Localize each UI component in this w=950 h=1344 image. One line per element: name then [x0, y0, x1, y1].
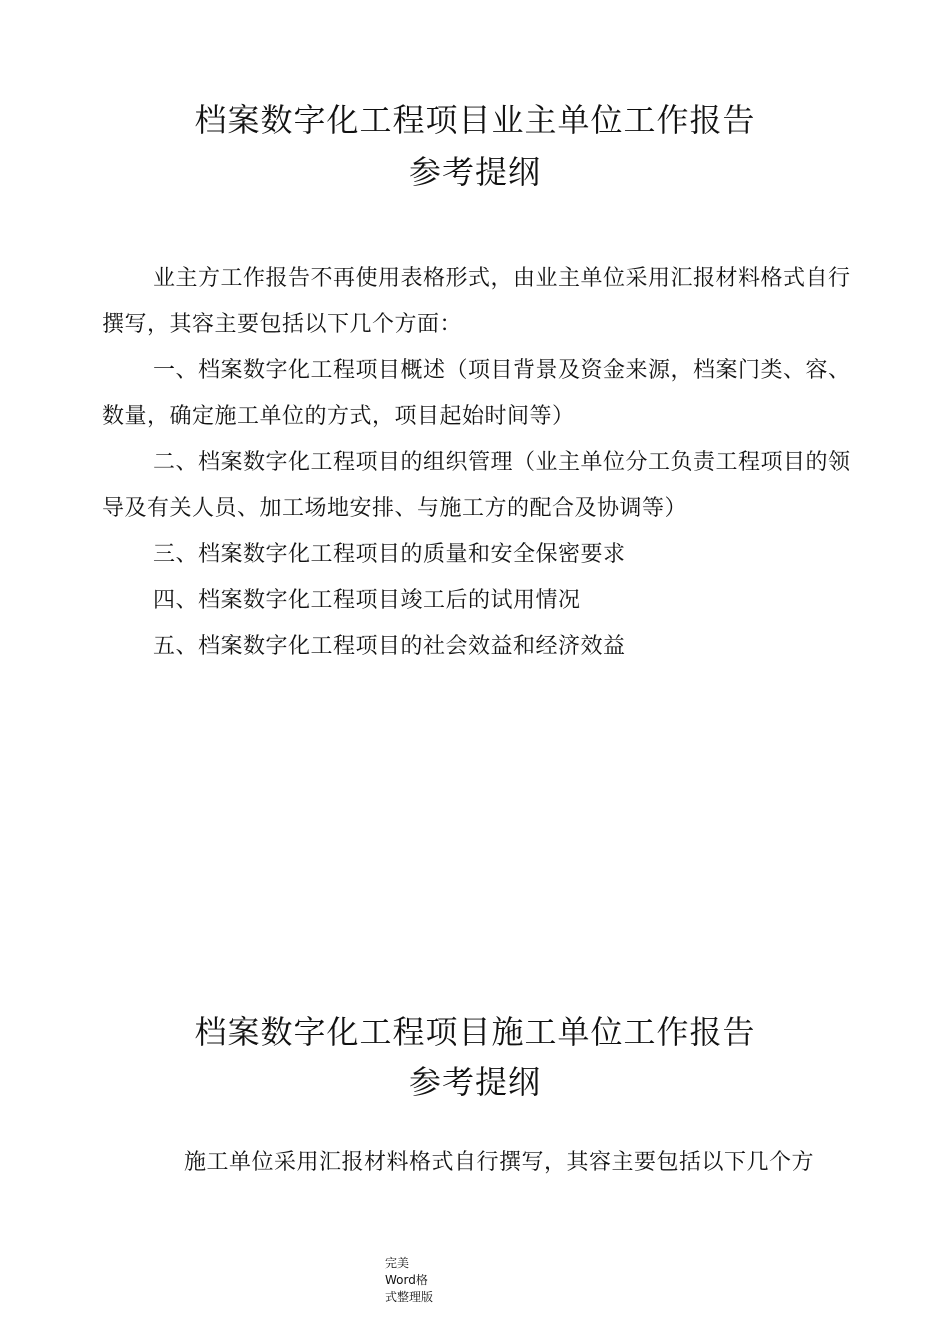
section2-title-line1: 档案数字化工程项目施工单位工作报告 [194, 1013, 756, 1051]
section1-intro: 业主方工作报告不再使用表格形式，由业主单位采用汇报材料格式自行撰写，其容主要包括以下几个方面： [102, 266, 851, 337]
section1-item1: 一、档案数字化工程项目概述（项目背景及资金来源，档案门类、容、数量，确定施工单位的方式，项目起始时间等） [102, 358, 851, 429]
section1-title-line1: 档案数字化工程项目业主单位工作报告 [194, 101, 756, 139]
section1-item2: 二、档案数字化工程项目的组织管理（业主单位分工负责工程项目的领导及有关人员、加工场地安排、与施工方的配合及协调等） [102, 450, 851, 521]
footer-note: 完美Word格式整理版 [385, 1256, 434, 1304]
section2-intro: 施工单位采用汇报材料格式自行撰写，其容主要包括以下几个方 [184, 1150, 815, 1175]
section1-item3: 三、档案数字化工程项目的质量和安全保密要求 [153, 542, 626, 567]
section1-title-line2: 参考提纲 [408, 153, 541, 191]
section1-item4: 四、档案数字化工程项目竣工后的试用情况 [153, 588, 581, 613]
section1-item5: 五、档案数字化工程项目的社会效益和经济效益 [153, 634, 626, 659]
section2-title-line2: 参考提纲 [408, 1063, 541, 1101]
